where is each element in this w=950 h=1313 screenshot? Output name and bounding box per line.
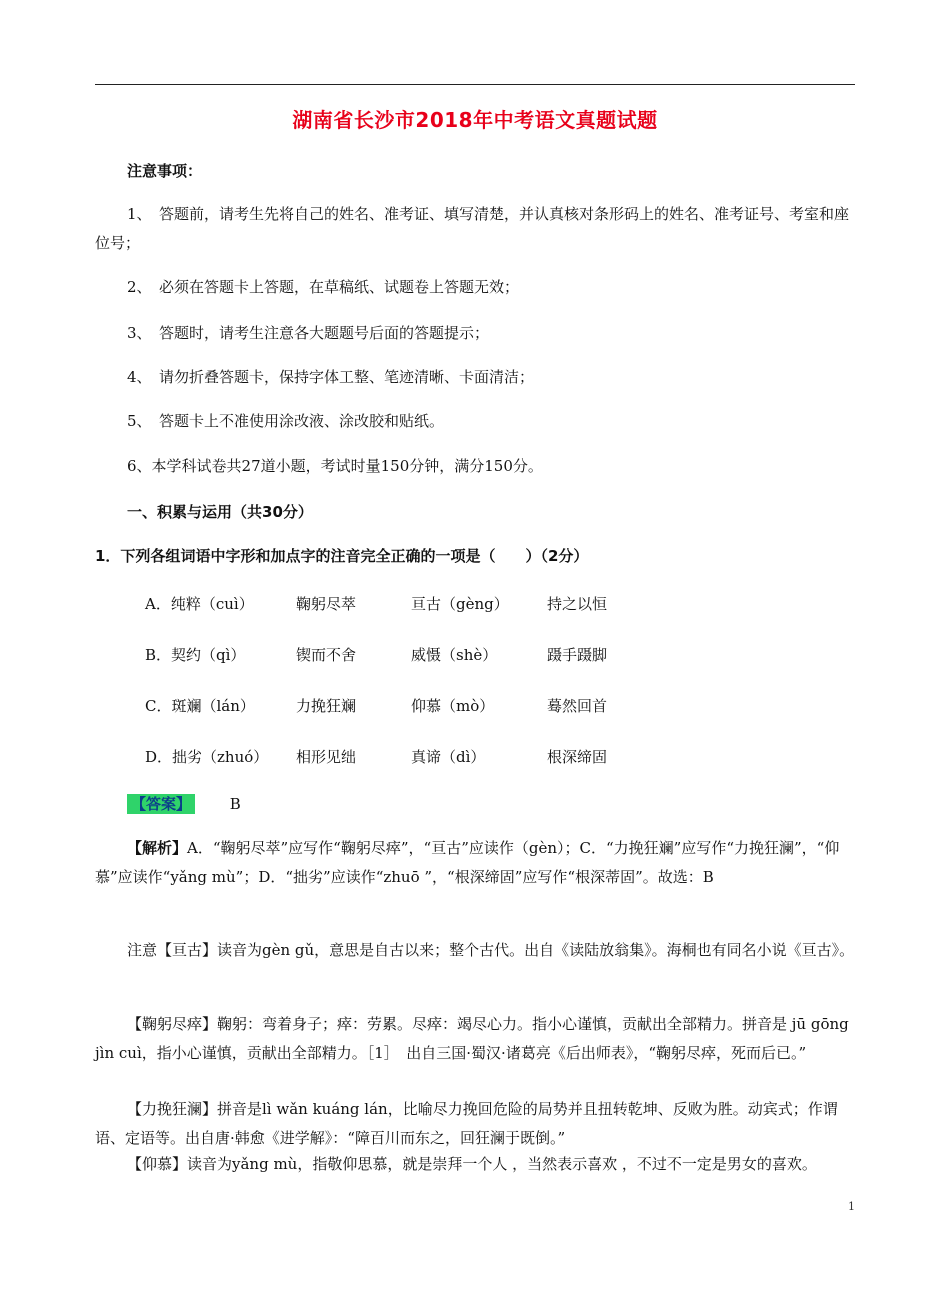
section-heading: 一、积累与运用（共30分） xyxy=(127,503,313,521)
page-title: 湖南省长沙市2018年中考语文真题试题 xyxy=(292,108,658,132)
page-number: 1 xyxy=(848,1200,855,1213)
notice-item-4: 4、 请勿折叠答题卡，保持字体工整、笔迹清晰、卡面清洁； xyxy=(127,368,535,386)
option-cell: D．拙劣（zhuó） xyxy=(145,748,269,766)
option-cell: 相形见绌 xyxy=(296,748,357,766)
notice-item-1: 1、 答题前，请考生先将自己的姓名、准考证、填写清楚，并认真核对条形码上的姓名、准考证号、考室和座位号； xyxy=(95,205,850,252)
answer-tag: 【答案】 xyxy=(127,794,195,814)
note-jugong: 【鞠躬尽瘁】鞠躬：弯着身子；瘁：劳累。尽瘁：竭尽心力。指小心谨慎，贡献出全部精力。拼音是 jū gōng jìn cuì，指小心谨慎，贡献出全部精力。［1］ 出自三国·蜀汉·诸葛亮《后出师表》，“鞠躬尽瘁，死而后已。” xyxy=(95,1015,849,1062)
notice-item-5: 5、 答题卡上不准使用涂改液、涂改胶和贴纸。 xyxy=(127,412,445,430)
option-cell: 持之以恒 xyxy=(547,595,608,613)
analysis-paragraph xyxy=(95,834,860,892)
analysis-text: A．“鞠躬尽萃”应写作“鞠躬尽瘁”，“亘古”应读作（gèn）；C．“力挽狂斓”应写作“力挽狂澜”，“仰慕”应读作“yǎng mù”；D．“拙劣”应读作“zhuō ”，“根深缔固”应写作“根深蒂固”。故选：B xyxy=(95,839,840,886)
option-cell: 锲而不舍 xyxy=(296,646,357,664)
notice-item-6: 6、本学科试卷共27道小题，考试时量150分钟，满分150分。 xyxy=(127,457,543,475)
option-cell: 根深缔固 xyxy=(547,748,608,766)
option-cell: 鞠躬尽萃 xyxy=(296,595,357,613)
note-yangmu: 【仰慕】读音为yǎng mù，指敬仰思慕，就是崇拜一个人 ，当然表示喜欢 ，不过不一定是男女的喜欢。 xyxy=(127,1155,817,1173)
option-cell: 蹑手蹑脚 xyxy=(547,646,608,664)
note-liwan: 【力挽狂澜】拼音是lì wǎn kuáng lán，比喻尽力挽回危险的局势并且扭转乾坤、反败为胜。动宾式；作谓语、定语等。出自唐·韩愈《进学解》：“障百川而东之，回狂澜于既倒。” xyxy=(95,1100,838,1147)
option-cell: 威慑（shè） xyxy=(411,646,498,664)
notice-heading: 注意事项： xyxy=(127,162,203,180)
option-cell: 亘古（gèng） xyxy=(411,595,509,613)
option-cell: C．斑斓（lán） xyxy=(145,697,255,715)
notice-item-2: 2、 必须在答题卡上答题，在草稿纸、试题卷上答题无效； xyxy=(127,278,520,296)
notice-item-3: 3、 答题时，请考生注意各大题题号后面的答题提示； xyxy=(127,324,490,342)
option-cell: 真谛（dì） xyxy=(411,748,486,766)
option-cell: 仰慕（mò） xyxy=(411,697,495,715)
option-cell: B．契约（qì） xyxy=(145,646,246,664)
option-cell: A．纯粹（cuì） xyxy=(145,595,254,613)
answer-line xyxy=(127,789,241,819)
option-cell: 蓦然回首 xyxy=(547,697,608,715)
option-cell: 力挽狂斓 xyxy=(296,697,357,715)
analysis-label: 【解析】 xyxy=(127,839,188,857)
answer-value: B xyxy=(229,795,241,813)
note-genggu: 注意【亘古】读音为gèn gǔ，意思是自古以来；整个古代。出自《读陆放翁集》。海桐也有同名小说《亘古》。 xyxy=(127,941,855,959)
header-rule xyxy=(95,84,855,85)
question-stem: 1．下列各组词语中字形和加点字的注音完全正确的一项是（ ）（2分） xyxy=(95,547,589,565)
